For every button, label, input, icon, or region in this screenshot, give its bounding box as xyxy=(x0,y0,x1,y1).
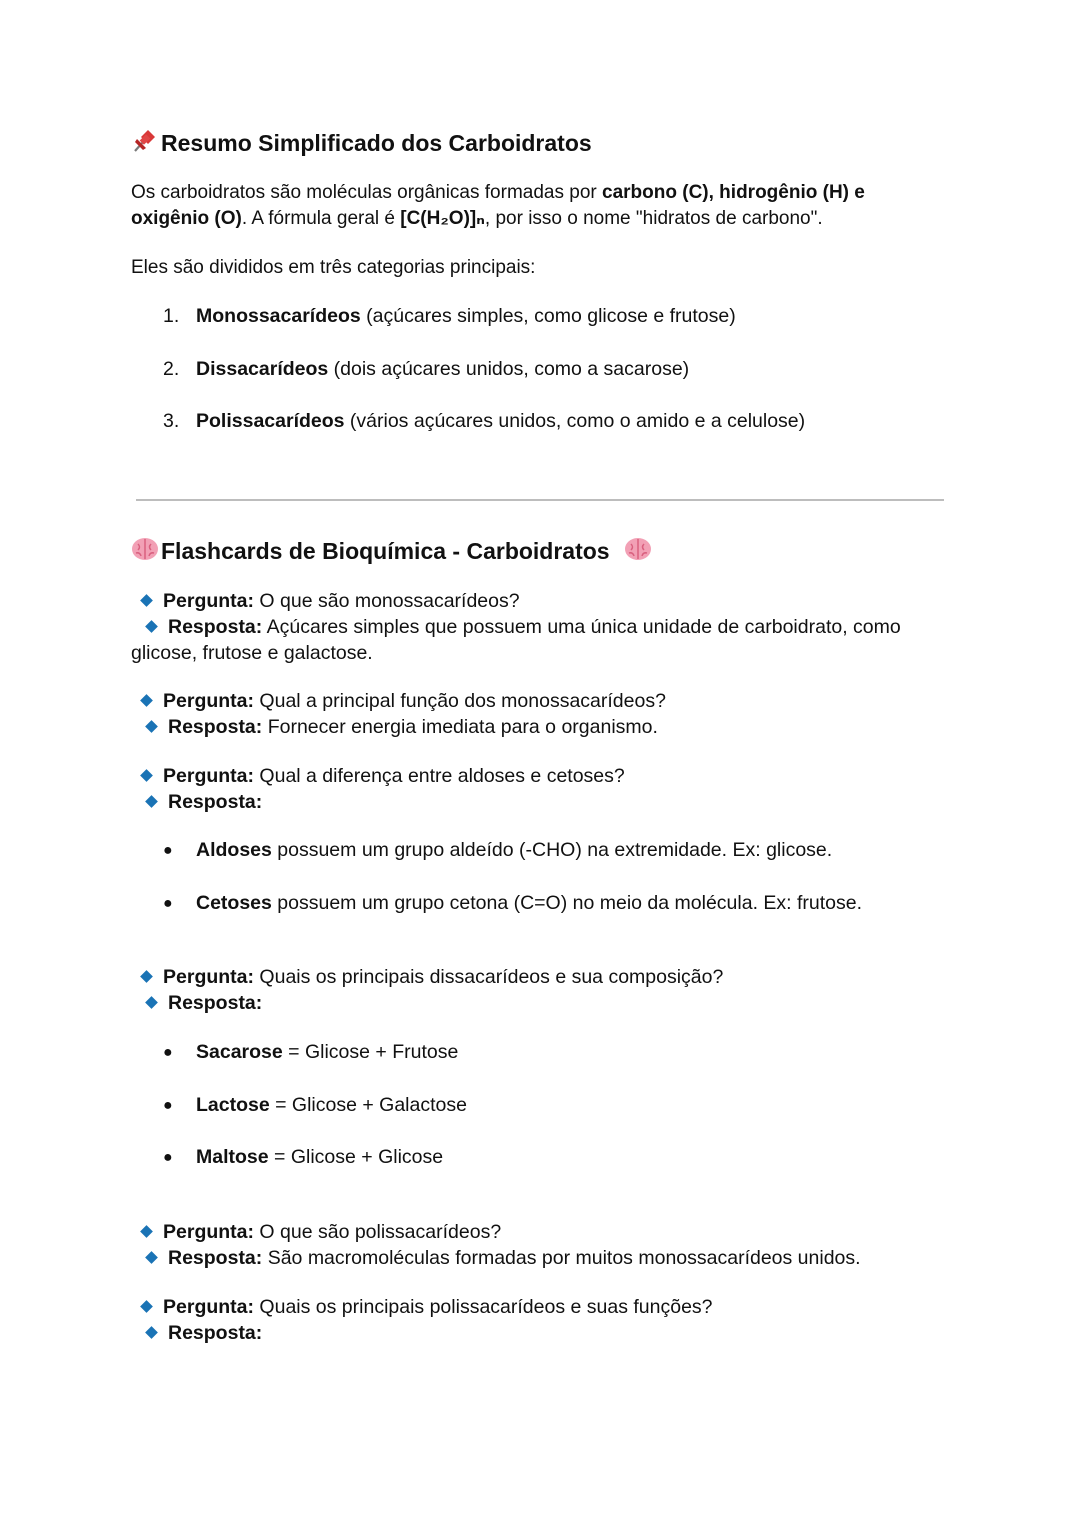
intro-text: Os carboidratos são moléculas orgânicas formadas por xyxy=(131,182,603,203)
answer-text: Fornecer energia imediata para o organismo. xyxy=(262,716,658,738)
category-desc: (dois açúcares unidos, como a sacarose) xyxy=(328,358,690,380)
answer-label: Resposta: xyxy=(168,616,263,638)
bullet-icon: ● xyxy=(163,1097,173,1114)
flashcards-title: Flashcards de Bioquímica - Carboidratos xyxy=(161,538,610,564)
list-item xyxy=(163,1092,467,1120)
diamond-icon xyxy=(140,1225,153,1238)
answer-line xyxy=(131,1320,951,1346)
question-text: Quais os principais polissacarídeos e suas funções? xyxy=(254,1296,713,1318)
bullet-icon: ● xyxy=(163,895,173,912)
question-line xyxy=(131,1219,951,1245)
bullet-term: Aldoses xyxy=(196,839,272,861)
diamond-icon xyxy=(140,594,153,607)
diamond-icon xyxy=(140,1300,153,1313)
question-line xyxy=(131,688,951,714)
intro-formula: [C(H₂O)]ₙ xyxy=(400,208,485,229)
bullet-term: Sacarose xyxy=(196,1041,283,1063)
answer-label: Resposta: xyxy=(168,716,263,738)
bullet-text: possuem um grupo aldeído (-CHO) na extremidade. Ex: glicose. xyxy=(271,839,833,861)
summary-title: Resumo Simplificado dos Carboidratos xyxy=(161,130,592,156)
question-label: Pergunta: xyxy=(163,966,255,988)
diamond-icon xyxy=(140,694,153,707)
diamond-icon xyxy=(140,769,153,782)
bullet-term: Maltose xyxy=(196,1146,269,1168)
category-desc: (açúcares simples, como glicose e frutose) xyxy=(360,305,736,327)
pushpin-icon xyxy=(131,128,161,157)
list-item xyxy=(163,408,805,434)
diamond-icon xyxy=(145,795,158,808)
answer-label: Resposta: xyxy=(168,1322,263,1344)
summary-intro xyxy=(131,180,931,232)
flashcards-heading xyxy=(131,536,654,565)
flashcard xyxy=(131,1219,951,1271)
list-number: 3. xyxy=(163,410,180,432)
answer-line xyxy=(131,614,951,666)
diamond-icon xyxy=(145,996,158,1009)
list-item xyxy=(163,303,736,329)
answer-line xyxy=(131,1245,951,1271)
list-item xyxy=(163,1144,443,1172)
question-label: Pergunta: xyxy=(163,1221,255,1243)
diamond-icon xyxy=(145,720,158,733)
intro-elements: carbono (C), hidrogênio (H) e oxigênio (O) xyxy=(131,182,865,229)
bullet-icon: ● xyxy=(163,1044,173,1061)
flashcard xyxy=(131,964,951,1016)
question-line xyxy=(131,763,951,789)
bullet-icon: ● xyxy=(163,842,173,859)
question-label: Pergunta: xyxy=(163,690,255,712)
horizontal-divider xyxy=(136,499,944,501)
summary-heading xyxy=(131,128,592,157)
question-text: Qual a diferença entre aldoses e cetoses? xyxy=(254,765,625,787)
category-desc: (vários açúcares unidos, como o amido e a celulose) xyxy=(344,410,806,432)
list-number: 2. xyxy=(163,358,180,380)
flashcard xyxy=(131,763,951,815)
list-number: 1. xyxy=(163,305,180,327)
answer-line xyxy=(131,990,951,1016)
diamond-icon xyxy=(145,1326,158,1339)
question-text: Quais os principais dissacarídeos e sua composição? xyxy=(254,966,724,988)
category-name: Dissacarídeos xyxy=(196,358,329,380)
list-item xyxy=(163,890,862,918)
question-text: O que são monossacarídeos? xyxy=(254,590,520,612)
bullet-term: Cetoses xyxy=(196,892,272,914)
category-name: Polissacarídeos xyxy=(196,410,345,432)
intro-text: . A fórmula geral é xyxy=(241,208,401,229)
answer-line xyxy=(131,714,951,740)
answer-text: São macromoléculas formadas por muitos monossacarídeos unidos. xyxy=(262,1247,861,1269)
flashcard xyxy=(131,588,951,666)
brain-icon xyxy=(624,536,654,565)
diamond-icon xyxy=(145,1251,158,1264)
answer-line xyxy=(131,789,951,815)
answer-label: Resposta: xyxy=(168,791,263,813)
bullet-text: = Glicose + Galactose xyxy=(269,1094,467,1116)
diamond-icon xyxy=(145,620,158,633)
answer-label: Resposta: xyxy=(168,992,263,1014)
categories-intro: Eles são divididos em três categorias principais: xyxy=(131,257,536,278)
intro-text: , por isso o nome "hidratos de carbono". xyxy=(484,208,823,229)
bullet-text: = Glicose + Frutose xyxy=(282,1041,459,1063)
list-item xyxy=(163,837,832,865)
brain-icon xyxy=(131,536,161,565)
flashcard xyxy=(131,688,951,740)
question-line xyxy=(131,964,951,990)
question-text: O que são polissacarídeos? xyxy=(254,1221,502,1243)
question-line xyxy=(131,588,951,614)
bullet-icon: ● xyxy=(163,1149,173,1166)
bullet-text: = Glicose + Glicose xyxy=(268,1146,444,1168)
question-label: Pergunta: xyxy=(163,590,255,612)
question-label: Pergunta: xyxy=(163,765,255,787)
bullet-term: Lactose xyxy=(196,1094,270,1116)
question-label: Pergunta: xyxy=(163,1296,255,1318)
diamond-icon xyxy=(140,970,153,983)
answer-label: Resposta: xyxy=(168,1247,263,1269)
question-text: Qual a principal função dos monossacarídeos? xyxy=(254,690,666,712)
list-item xyxy=(163,356,689,382)
question-line xyxy=(131,1294,951,1320)
list-item xyxy=(163,1039,458,1067)
category-name: Monossacarídeos xyxy=(196,305,361,327)
flashcard xyxy=(131,1294,951,1346)
answer-text: Açúcares simples que possuem uma única unidade de carboidrato, como glicose, frutose e galactose. xyxy=(131,616,901,664)
bullet-text: possuem um grupo cetona (C=O) no meio da molécula. Ex: frutose. xyxy=(271,892,863,914)
